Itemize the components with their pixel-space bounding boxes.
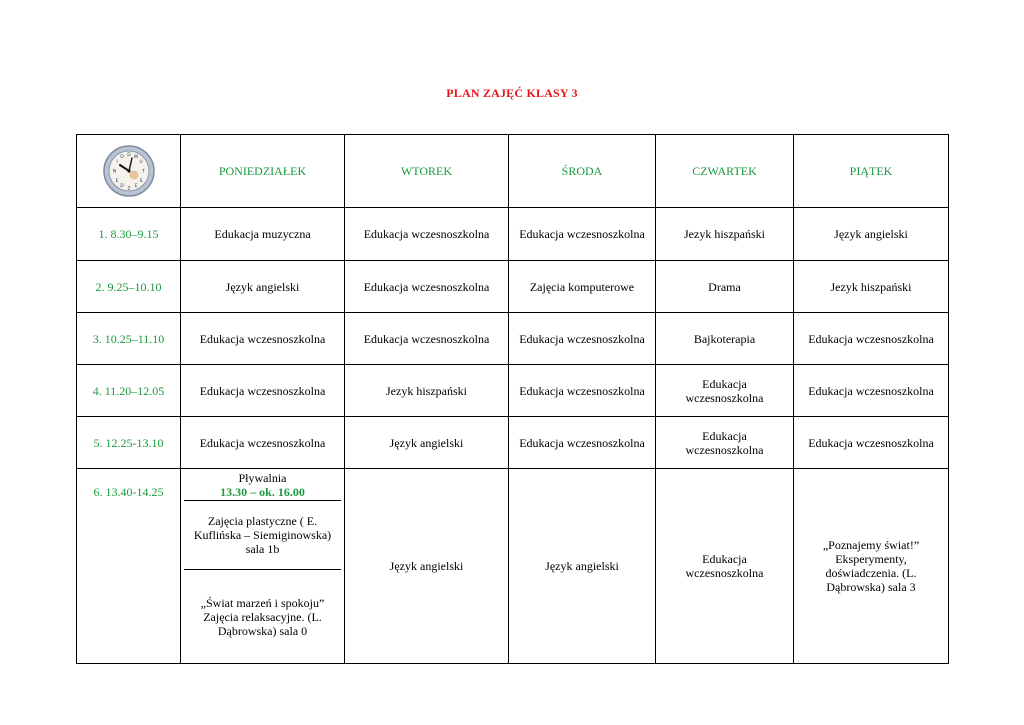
lesson-cell: Edukacja wczesnoszkolna (509, 208, 656, 261)
lesson-cell: Język angielski (181, 261, 345, 313)
lesson-cell: Edukacja wczesnoszkolna (794, 417, 949, 469)
svg-text:W: W (133, 155, 138, 160)
lesson-cell: Edukacja wczesnoszkolna (509, 417, 656, 469)
lesson-cell: Edukacja wczesnoszkolna (656, 417, 794, 469)
svg-text:Z: Z (126, 186, 131, 192)
svg-text:D: D (119, 184, 124, 189)
lesson-cell: Edukacja wczesnoszkolna (345, 261, 509, 313)
header-row (77, 135, 949, 208)
svg-text:O: O (119, 155, 124, 160)
lesson-row-3 (77, 313, 949, 365)
time-slot: 6. 13.40-14.25 (77, 469, 181, 664)
lesson-cell: Jezyk hiszpański (656, 208, 794, 261)
header-tuesday: WTOREK (345, 135, 509, 208)
relaxation-text: „Świat marzeń i spokoju” Zajęcia relaksacyjne. (L. Dąbrowska) sala 0 (200, 595, 325, 638)
clock-header-cell (77, 135, 181, 208)
time-slot: 1. 8.30–9.15 (77, 208, 181, 261)
header-friday: PIĄTEK (794, 135, 949, 208)
svg-text:T: T (141, 169, 145, 175)
lesson-cell: Edukacja wczesnoszkolna (181, 365, 345, 417)
lesson-cell: Język angielski (345, 417, 509, 469)
svg-text:E: E (115, 179, 118, 184)
lesson-cell: Zajęcia komputerowe (509, 261, 656, 313)
swimming-time: 13.30 – ok. 16.00 (220, 484, 305, 499)
lesson-row-1 (77, 208, 949, 261)
lesson-cell: Język angielski (509, 469, 656, 664)
art-class-text: Zajęcia plastyczne ( E. Kuflińska – Siemiginowska) sala 1b (193, 514, 332, 556)
monday-afternoon-cell (181, 469, 345, 664)
page-title: PLAN ZAJĘĆ KLASY 3 (446, 86, 578, 100)
svg-text:I: I (115, 160, 118, 165)
lesson-cell: Edukacja wczesnoszkolna (794, 313, 949, 365)
lesson-cell: „Poznajemy świat!” Eksperymenty, doświadczenia. (L. Dąbrowska) sala 3 (794, 469, 949, 664)
wall-clock-icon (103, 145, 155, 197)
svg-text:S: S (139, 179, 142, 184)
lesson-cell: Drama (656, 261, 794, 313)
lesson-cell: Edukacja wczesnoszkolna (794, 365, 949, 417)
lesson-cell: Bajkoterapia (656, 313, 794, 365)
header-monday: PONIEDZIAŁEK (181, 135, 345, 208)
lesson-cell: Edukacja muzyczna (181, 208, 345, 261)
lesson-row-5 (77, 417, 949, 469)
lesson-cell: Edukacja wczesnoszkolna (345, 208, 509, 261)
lesson-cell: Jezyk hiszpański (345, 365, 509, 417)
swimming-block (184, 469, 341, 501)
time-slot: 3. 10.25–11.10 (77, 313, 181, 365)
schedule-table (76, 134, 949, 664)
lesson-row-4 (77, 365, 949, 417)
lesson-cell: Edukacja wczesnoszkolna (181, 313, 345, 365)
relaxation-block (184, 570, 341, 663)
time-slot: 2. 9.25–10.10 (77, 261, 181, 313)
lesson-cell: Język angielski (345, 469, 509, 664)
lesson-cell: Edukacja wczesnoszkolna (656, 469, 794, 664)
header-thursday: CZWARTEK (656, 135, 794, 208)
lesson-cell: Edukacja wczesnoszkolna (509, 313, 656, 365)
lesson-cell: Edukacja wczesnoszkolna (345, 313, 509, 365)
svg-text:U: U (138, 160, 143, 165)
svg-text:D: D (126, 153, 131, 158)
svg-text:N: N (112, 169, 116, 175)
time-slot: 4. 11.20–12.05 (77, 365, 181, 417)
lesson-cell: Edukacja wczesnoszkolna (509, 365, 656, 417)
lesson-cell: Język angielski (794, 208, 949, 261)
svg-text:E: E (134, 184, 137, 189)
lesson-cell: Edukacja wczesnoszkolna (181, 417, 345, 469)
lesson-cell: Jezyk hiszpański (794, 261, 949, 313)
lesson-row-6 (77, 469, 949, 664)
time-slot: 5. 12.25-13.10 (77, 417, 181, 469)
swimming-label: Pływalnia (238, 470, 287, 485)
lesson-row-2 (77, 261, 949, 313)
header-wednesday: ŚRODA (509, 135, 656, 208)
lesson-cell: Edukacja wczesnoszkolna (656, 365, 794, 417)
art-class-block (184, 501, 341, 570)
